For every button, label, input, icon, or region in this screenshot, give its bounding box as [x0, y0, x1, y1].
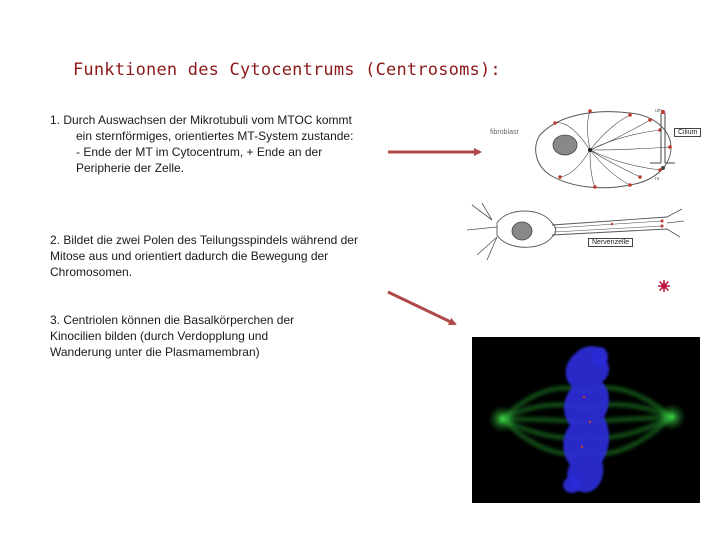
spindle-micrograph: [472, 337, 700, 503]
red-star-icon: [657, 279, 671, 293]
point-2-line-3: Chromosomen.: [50, 265, 133, 279]
point-3-line-1: 3. Centriolen können die Basalkörperchen der: [50, 313, 295, 327]
nerve-cell-illustration: [462, 195, 692, 265]
point-1-line-3: - Ende der MT im Cytocentrum, + Ende an der: [76, 145, 323, 159]
point-1-line-1: 1. Durch Auswachsen der Mikrotubuli vom MTOC kommt: [50, 113, 352, 127]
um-label: um: [655, 108, 662, 114]
fibroblast-label: fibroblast: [490, 129, 519, 136]
arrow-to-micrograph: [388, 292, 455, 324]
slide-title: Funktionen des Cytocentrums (Centrosoms):: [73, 60, 501, 80]
point-1-line-2: ein sternförmiges, orientiertes MT-System zustande:: [76, 129, 354, 143]
nerve-cell-label: Nervenzelle: [588, 238, 633, 247]
cilium-label: Cilium: [674, 128, 701, 137]
point-1-line-4: Peripherie der Zelle.: [76, 161, 185, 175]
point-2-line-1: 2. Bildet die zwei Polen des Teilungsspindels während der: [50, 233, 358, 247]
cilium-illustration: [645, 108, 685, 188]
ru-label: ru: [655, 176, 660, 182]
point-3-line-2: Kinocilien bilden (durch Verdopplung und: [50, 329, 269, 343]
point-2-line-2: Mitose aus und orientiert dadurch die Bewegung der: [50, 249, 329, 263]
point-3-line-3: Wanderung unter die Plasmamembran): [50, 345, 260, 359]
